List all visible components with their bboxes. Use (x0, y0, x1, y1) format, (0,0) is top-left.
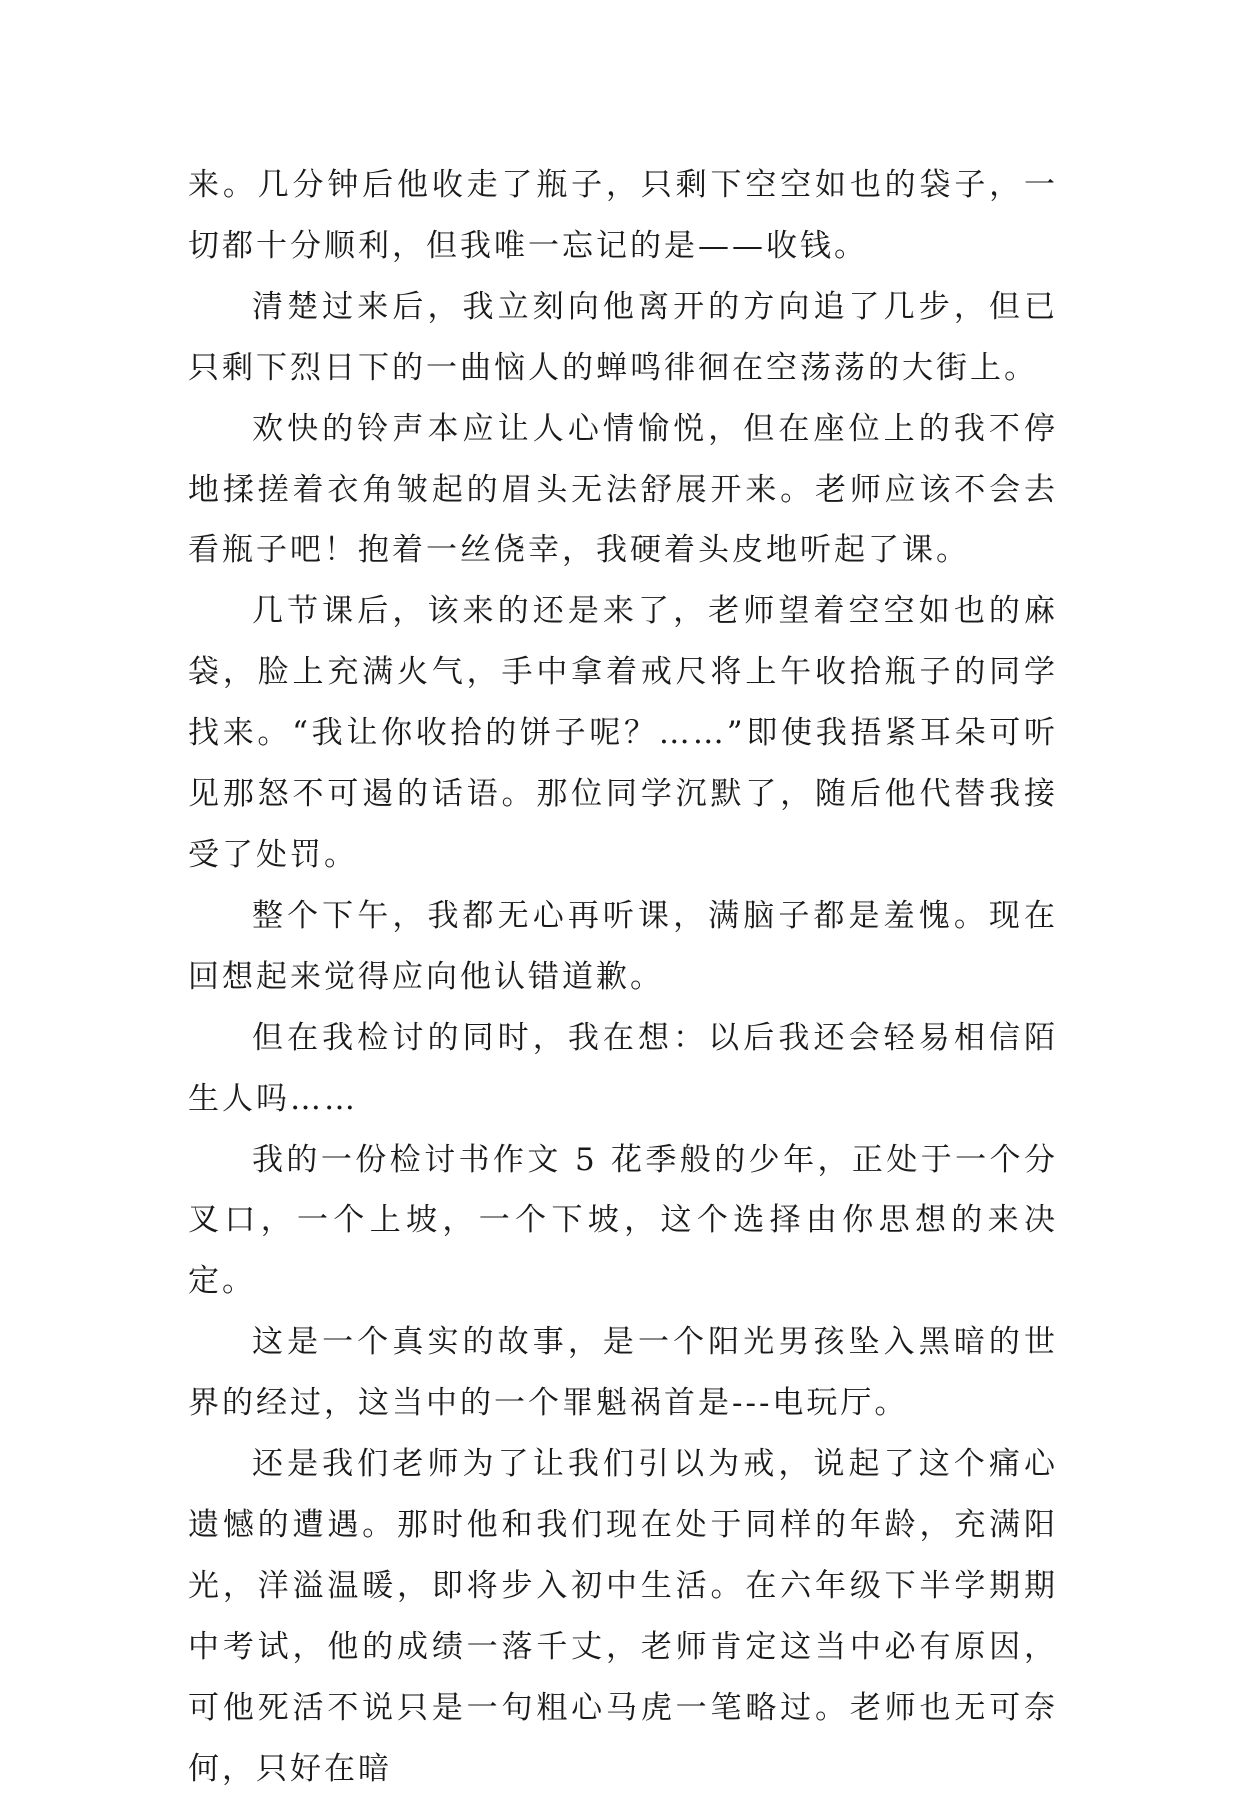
paragraph: 几节课后，该来的还是来了，老师望着空空如也的麻袋，脸上充满火气，手中拿着戒尺将上午收拾瓶子的同学找来。“我让你收拾的饼子呢？……”即使我捂紧耳朵可听见那怒不可遏的话语。那位同学沉默了，随后他代替我接受了处罚。 (188, 593, 1058, 873)
paragraph: 还是我们老师为了让我们引以为戒，说起了这个痛心遗憾的遭遇。那时他和我们现在处于同样的年龄，充满阳光，洋溢温暖，即将步入初中生活。在六年级下半学期期中考试，他的成绩一落千丈，老师肯定这当中必有原因，可他死活不说只是一句粗心马虎一笔略过。老师也无可奈何，只好在暗 (188, 1446, 1058, 1787)
document-page (188, 155, 1058, 1799)
paragraph: 这是一个真实的故事，是一个阳光男孩坠入黑暗的世界的经过，这当中的一个罪魁祸首是---电玩厅。 (188, 1324, 1058, 1422)
paragraph: 欢快的铃声本应让人心情愉悦，但在座位上的我不停地揉搓着衣角皱起的眉头无法舒展开来。老师应该不会去看瓶子吧！抱着一丝侥幸，我硬着头皮地听起了课。 (188, 410, 1058, 569)
paragraph: 整个下午，我都无心再听课，满脑子都是羞愧。现在回想起来觉得应向他认错道歉。 (188, 897, 1058, 995)
paragraph: 清楚过来后，我立刻向他离开的方向追了几步，但已只剩下烈日下的一曲恼人的蝉鸣徘徊在空荡荡的大街上。 (188, 288, 1058, 386)
paragraph: 来。几分钟后他收走了瓶子，只剩下空空如也的袋子，一切都十分顺利，但我唯一忘记的是——收钱。 (188, 167, 1058, 264)
paragraph: 我的一份检讨书作文 5 花季般的少年，正处于一个分叉口，一个上坡，一个下坡，这个选择由你思想的来决定。 (188, 1141, 1058, 1300)
paragraph: 但在我检讨的同时，我在想：以后我还会轻易相信陌生人吗…… (188, 1019, 1058, 1117)
